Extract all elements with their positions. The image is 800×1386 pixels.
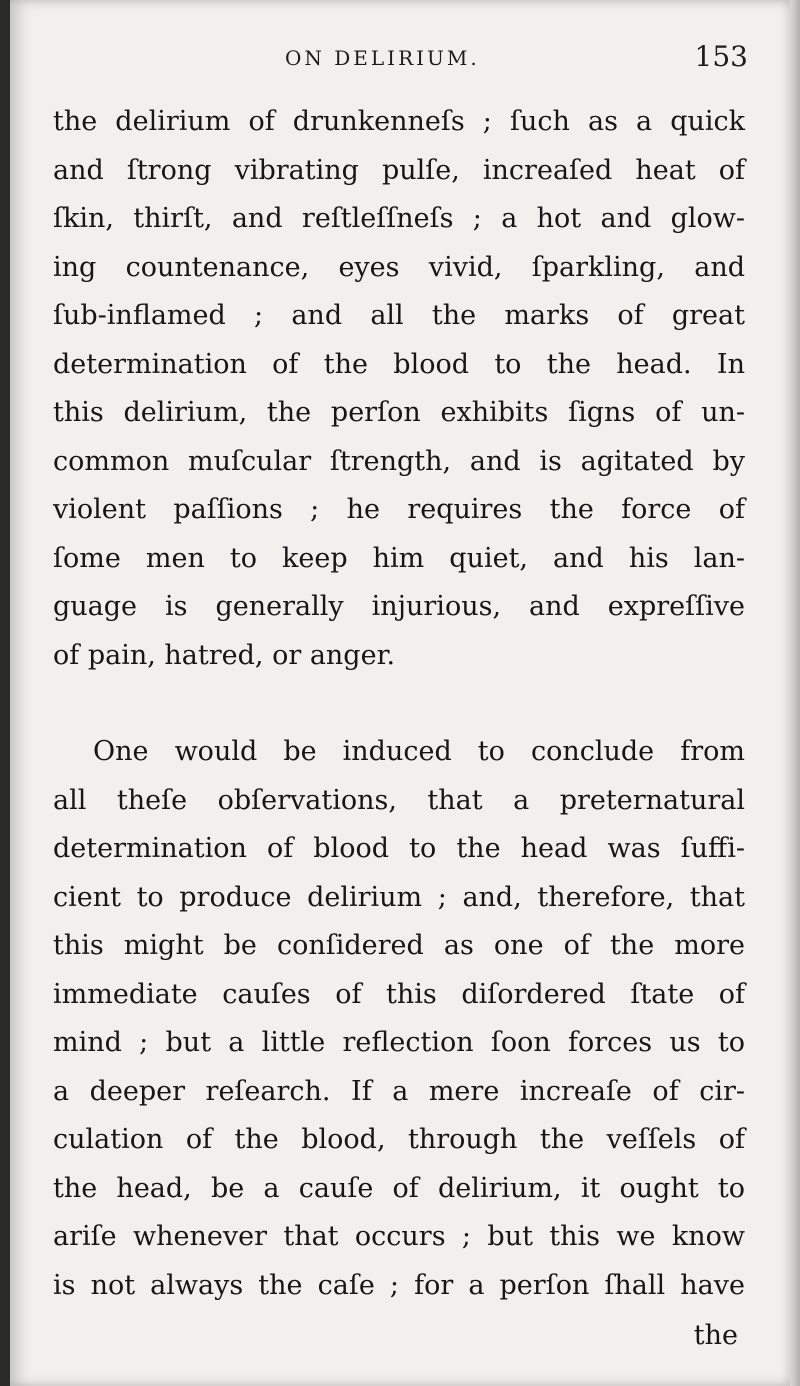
text-line: all theſe obſervations, that a preternatural [53, 784, 745, 816]
text-line: this delirium, the perſon exhibits ſigns of un- [53, 397, 745, 428]
running-head: ON DELIRIUM. [285, 46, 480, 70]
text-line: One would be induced to conclude from [93, 736, 745, 767]
text-line: of pain, hatred, or anger. [53, 639, 396, 671]
text-line: and ſtrong vibrating pulſe, increaſed heat of [53, 154, 745, 186]
text-line: a deeper reſearch. If a mere increaſe of cir- [53, 1075, 745, 1107]
text-line: immediate cauſes of this diſordered ſtate of [53, 978, 745, 1010]
text-line: ſub-inflamed ; and all the marks of great [53, 300, 745, 331]
text-line: violent paſſions ; he requires the force of [53, 494, 745, 525]
text-line: this might be conſidered as one of the more [53, 930, 745, 961]
page-number: 153 [694, 40, 748, 73]
text-line: ariſe whenever that occurs ; but this we know [53, 1221, 745, 1252]
catchword: the [693, 1320, 738, 1351]
text-line: is not always the caſe ; for a perſon ſhall have [53, 1269, 745, 1301]
text-line: determination of blood to the head was ſuffi- [53, 833, 745, 864]
text-line: guage is generally injurious, and expreſſive [53, 591, 745, 622]
text-line: culation of the blood, through the veſſels of [53, 1124, 745, 1155]
book-page [10, 0, 790, 1386]
text-line: mind ; but a little reflection ſoon forces us to [53, 1027, 745, 1058]
paragraph-2 [53, 728, 745, 1310]
text-line: the head, be a cauſe of delirium, it ought to [53, 1172, 745, 1204]
text-line: determination of the blood to the head. In [53, 348, 745, 380]
text-line: ſkin, thirſt, and reſtleſſneſs ; a hot and glow- [53, 203, 745, 234]
text-line: ſome men to keep him quiet, and his lan- [53, 542, 745, 574]
text-line: the delirium of drunkenneſs ; ſuch as a quick [53, 106, 745, 137]
text-line: ing countenance, eyes vivid, ſparkling, and [53, 251, 745, 283]
page-header [10, 40, 790, 84]
text-line: cient to produce delirium ; and, therefore, that [53, 881, 745, 913]
page-edge [790, 0, 800, 1386]
text-line: common muſcular ſtrength, and is agitated by [53, 445, 745, 477]
paragraph-1 [53, 98, 745, 680]
